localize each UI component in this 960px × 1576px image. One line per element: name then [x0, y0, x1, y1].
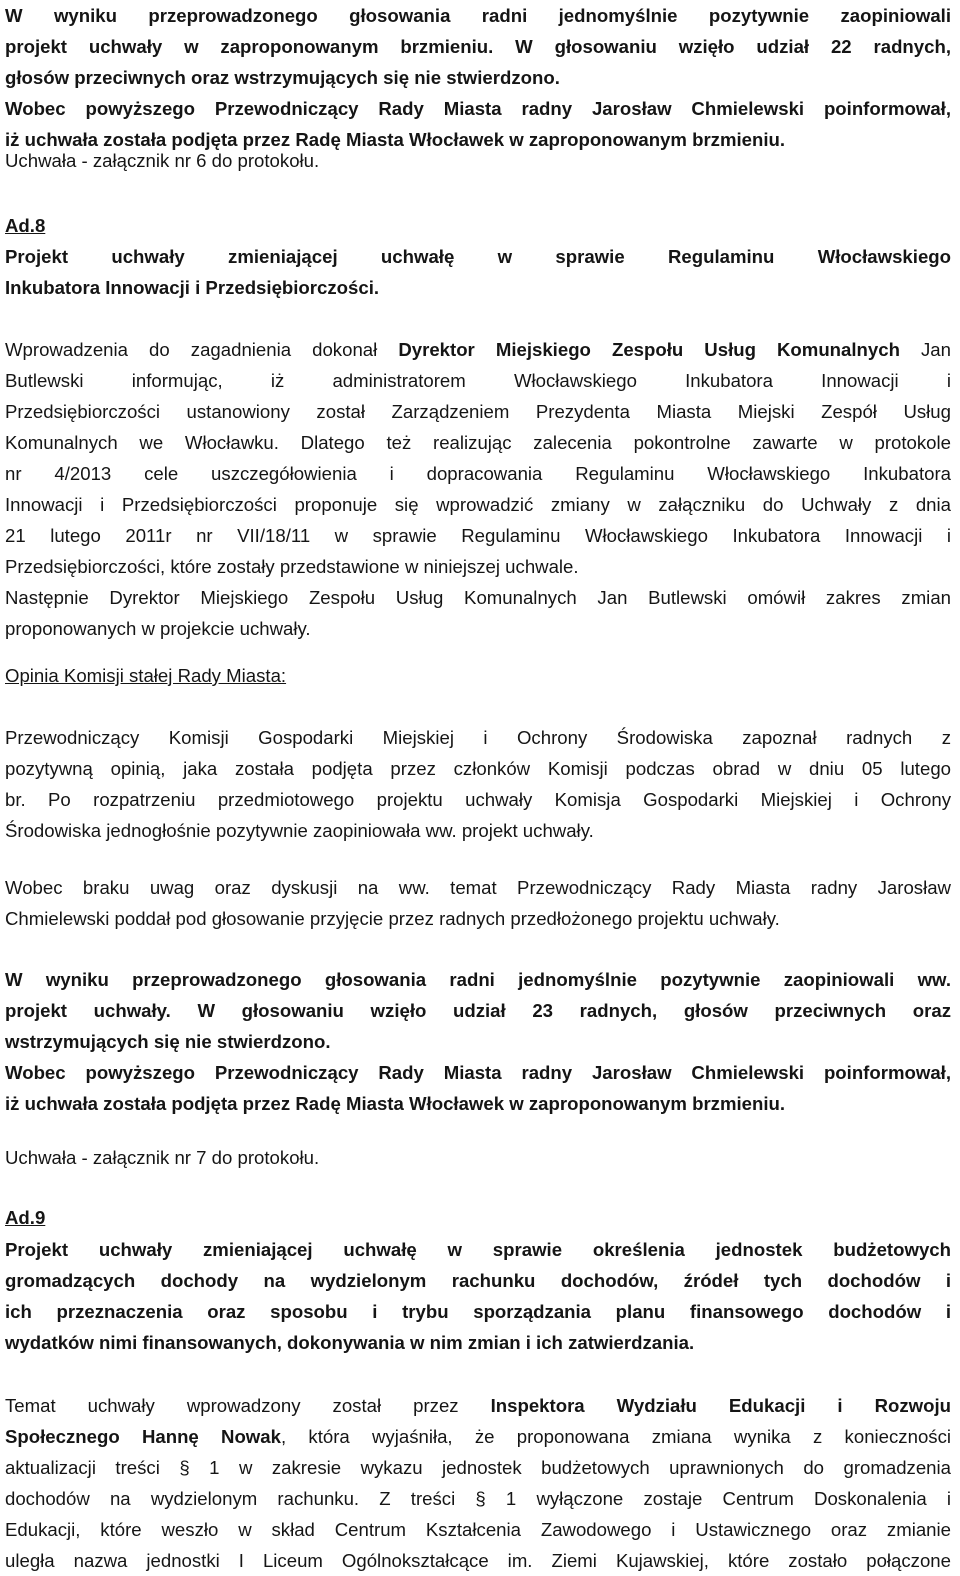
text-line: projekt uchwały. W głosowaniu wzięło udział 23 radnych, głosów przeciwnych oraz [5, 1000, 951, 1021]
text-line: uległa nazwa jednostki I Liceum Ogólnokształcące im. Ziemi Kujawskiej, które zostało połączone [5, 1550, 951, 1571]
text-line: ich przeznaczenia oraz sposobu i trybu sporządzania planu finansowego dochodów i [5, 1301, 951, 1322]
text-line: Chmielewski poddał pod głosowanie przyjęcie przez radnych przedłożonego projektu uchwały. [5, 908, 780, 929]
text-line: Komunalnych we Włocławku. Dlatego też realizując zalecenia pokontrolne zawarte w protokole [5, 432, 951, 453]
text-line: br. Po rozpatrzeniu przedmiotowego projektu uchwały Komisja Gospodarki Miejskiej i Ochrony [5, 789, 951, 810]
text-line: Wobec braku uwag oraz dyskusji na ww. temat Przewodniczący Rady Miasta radny Jarosław [5, 877, 951, 898]
vote-result-paragraph-1 [5, 0, 951, 155]
text-line: Temat uchwały wprowadzony został przez Inspektora Wydziału Edukacji i Rozwoju [5, 1395, 951, 1416]
section-title-ad9 [5, 1234, 951, 1358]
text-line: Projekt uchwały zmieniającej uchwałę w sprawie Regulaminu Włocławskiego [5, 246, 951, 267]
speaker-title: Inspektora Wydziału Edukacji i Rozwoju [490, 1395, 951, 1416]
text-line: Projekt uchwały zmieniającej uchwałę w sprawie określenia jednostek budżetowych [5, 1239, 951, 1260]
text-line: Społecznego Hannę Nowak, która wyjaśniła, że proponowana zmiana wynika z konieczności [5, 1426, 951, 1447]
section-label-ad9: Ad.9 [5, 1207, 46, 1228]
text-line: Inkubatora Innowacji i Przedsiębiorczości. [5, 277, 380, 298]
opinion-paragraph [5, 722, 951, 846]
text-line: Wobec powyższego Przewodniczący Rady Miasta radny Jarosław Chmielewski poinformował, [5, 98, 951, 119]
text-line: 21 lutego 2011r nr VII/18/11 w sprawie Regulaminu Włocławskiego Inkubatora Innowacji i [5, 525, 951, 546]
text-line: Przedsiębiorczości ustanowiony został Zarządzeniem Prezydenta Miasta Miejski Zespół Usług [5, 401, 951, 422]
text-line: wstrzymujących się nie stwierdzono. [5, 1031, 331, 1052]
text-line: aktualizacji treści § 1 w zakresie wykazu jednostek budżetowych uprawnionych do gromadzenia [5, 1457, 951, 1478]
text-line: Przedsiębiorczości, które zostały przedstawione w niniejszej uchwale. [5, 556, 579, 577]
vote-result-paragraph-2 [5, 964, 951, 1119]
text-line: gromadzących dochody na wydzielonym rachunku dochodów, źródeł tych dochodów i [5, 1270, 951, 1291]
vote-intro-paragraph [5, 872, 951, 934]
attachment-note-6: Uchwała - załącznik nr 6 do protokołu. [5, 150, 320, 171]
speaker-name: Dyrektor Miejskiego Zespołu Usług Komunalnych [398, 339, 900, 360]
opinion-heading: Opinia Komisji stałej Rady Miasta: [5, 665, 287, 686]
text-line: iż uchwała została podjęta przez Radę Miasta Włocławek w zaproponowanym brzmieniu. [5, 1093, 786, 1114]
text-line: głosów przeciwnych oraz wstrzymujących się nie stwierdzono. [5, 67, 560, 88]
text-line: Wobec powyższego Przewodniczący Rady Miasta radny Jarosław Chmielewski poinformował, [5, 1062, 951, 1083]
text-line: iż uchwała została podjęta przez Radę Miasta Włocławek w zaproponowanym brzmieniu. [5, 129, 786, 150]
text-line: projekt uchwały w zaproponowanym brzmieniu. W głosowaniu wzięło udział 22 radnych, [5, 36, 951, 57]
section-label-ad8: Ad.8 [5, 215, 46, 236]
section-title-ad8 [5, 241, 951, 303]
text-line: dochodów na wydzielonym rachunku. Z treści § 1 wyłączone zostaje Centrum Doskonalenia i [5, 1488, 951, 1509]
text-line: Środowiska jednogłośnie pozytywnie zaopiniowała ww. projekt uchwały. [5, 820, 594, 841]
text-line: Następnie Dyrektor Miejskiego Zespołu Usług Komunalnych Jan Butlewski omówił zakres zmian [5, 587, 951, 608]
text-line: Przewodniczący Komisji Gospodarki Miejskiej i Ochrony Środowiska zapoznał radnych z [5, 727, 951, 748]
text-line: Wprowadzenia do zagadnienia dokonał Dyrektor Miejskiego Zespołu Usług Komunalnych Jan [5, 339, 951, 360]
speaker-name: Społecznego Hannę Nowak [5, 1426, 281, 1447]
text-line: W wyniku przeprowadzonego głosowania radni jednomyślnie pozytywnie zaopiniowali [5, 5, 951, 26]
text-line: pozytywną opinią, jaka została podjęta przez członków Komisji podczas obrad w dniu 05 lutego [5, 758, 951, 779]
attachment-note-7: Uchwała - załącznik nr 7 do protokołu. [5, 1147, 320, 1168]
text-line: Butlewski informując, iż administratorem Włocławskiego Inkubatora Innowacji i [5, 370, 951, 391]
text-line: wydatków nimi finansowanych, dokonywania w nim zmian i ich zatwierdzania. [5, 1332, 695, 1353]
text-line: Edukacji, które weszło w skład Centrum Kształcenia Zawodowego i Ustawicznego oraz zmianie [5, 1519, 951, 1540]
text-line: nr 4/2013 cele uszczegółowienia i dopracowania Regulaminu Włocławskiego Inkubatora [5, 463, 951, 484]
ad9-intro-paragraph [5, 1390, 951, 1576]
text-line: Innowacji i Przedsiębiorczości proponuje się wprowadzić zmiany w załączniku do Uchwały z dnia [5, 494, 951, 515]
text-line: W wyniku przeprowadzonego głosowania radni jednomyślnie pozytywnie zaopiniowali ww. [5, 969, 951, 990]
ad8-intro-paragraph [5, 334, 951, 644]
text-line: proponowanych w projekcie uchwały. [5, 618, 311, 639]
